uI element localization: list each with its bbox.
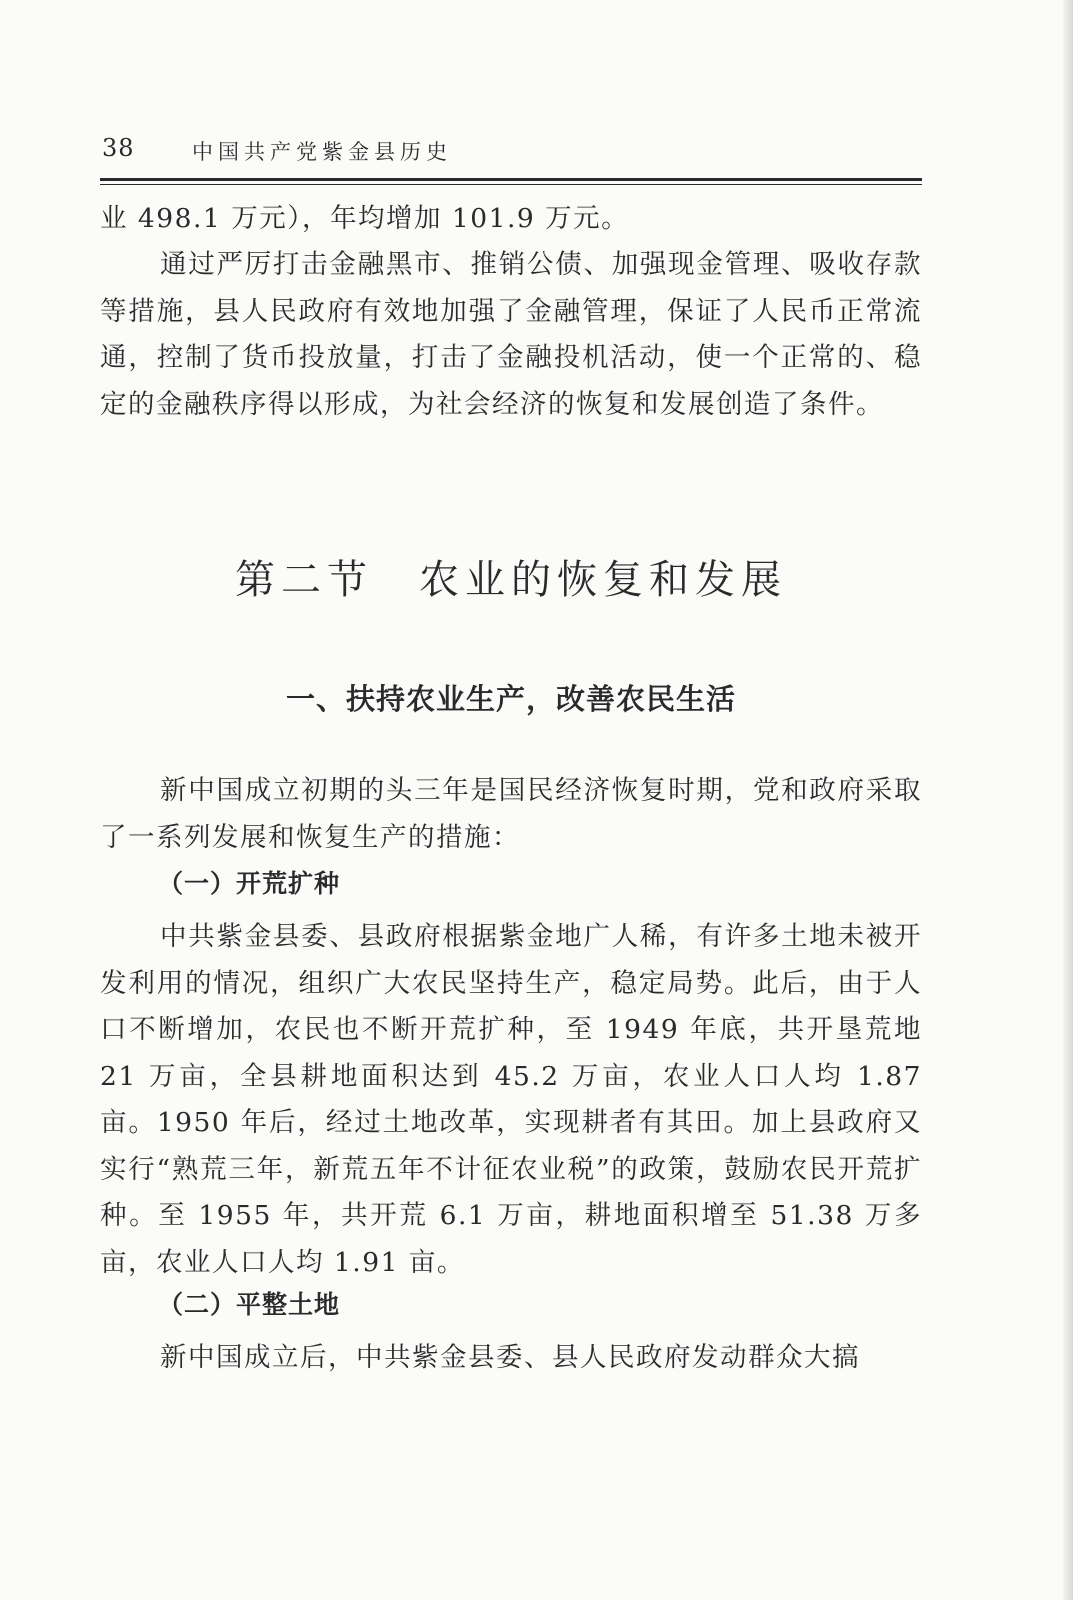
subheading-item-1: （一）开荒扩种	[158, 869, 341, 898]
page-header	[102, 134, 922, 174]
paragraph-intro: 新中国成立初期的头三年是国民经济恢复时期，党和政府采取了一系列发展和恢复生产的措施：	[100, 775, 922, 853]
paragraph-item-1: 中共紫金县委、县政府根据紫金地广人稀，有许多土地未被开发利用的情况，组织广大农民坚持生产，稳定局势。此后，由于人口不断增加，农民也不断开荒扩种，至 1949 年底，共开垦荒地 21 万亩，全县耕地面积达到 45.2 万亩，农业人口人均 1.87 亩。1950 年后，经过土地改革，实现耕者有其田。加上县政府又实行“熟荒三年，新荒五年不计征农业税”的政策，鼓励农民开荒扩种。至 1955 年，共开荒 6.1 万亩，耕地面积增至 51.38 万多亩，农业人口人均 1.91 亩。	[100, 921, 922, 1278]
section-title: 第二节 农业的恢复和发展	[235, 557, 787, 603]
header-rule-thick	[100, 178, 922, 181]
subsection-title: 一、扶持农业生产，改善农民生活	[285, 682, 736, 716]
paragraph-continued: 业 498.1 万元），年均增加 101.9 万元。	[100, 203, 630, 234]
running-title: 中国共产党紫金县历史	[192, 140, 452, 164]
paragraph-financial-management: 通过严厉打击金融黑市、推销公债、加强现金管理、吸收存款等措施，县人民政府有效地加强了金融管理，保证了人民币正常流通，控制了货币投放量，打击了金融投机活动，使一个正常的、稳定的金融秩序得以形成，为社会经济的恢复和发展创造了条件。	[100, 249, 922, 420]
subheading-item-2: （二）平整土地	[158, 1290, 341, 1319]
paragraph-item-2: 新中国成立后，中共紫金县委、县人民政府发动群众大搞	[160, 1342, 860, 1373]
page-number: 38	[102, 134, 135, 162]
header-rule-thin	[100, 184, 922, 185]
page-edge-shadow	[1063, 0, 1073, 1600]
